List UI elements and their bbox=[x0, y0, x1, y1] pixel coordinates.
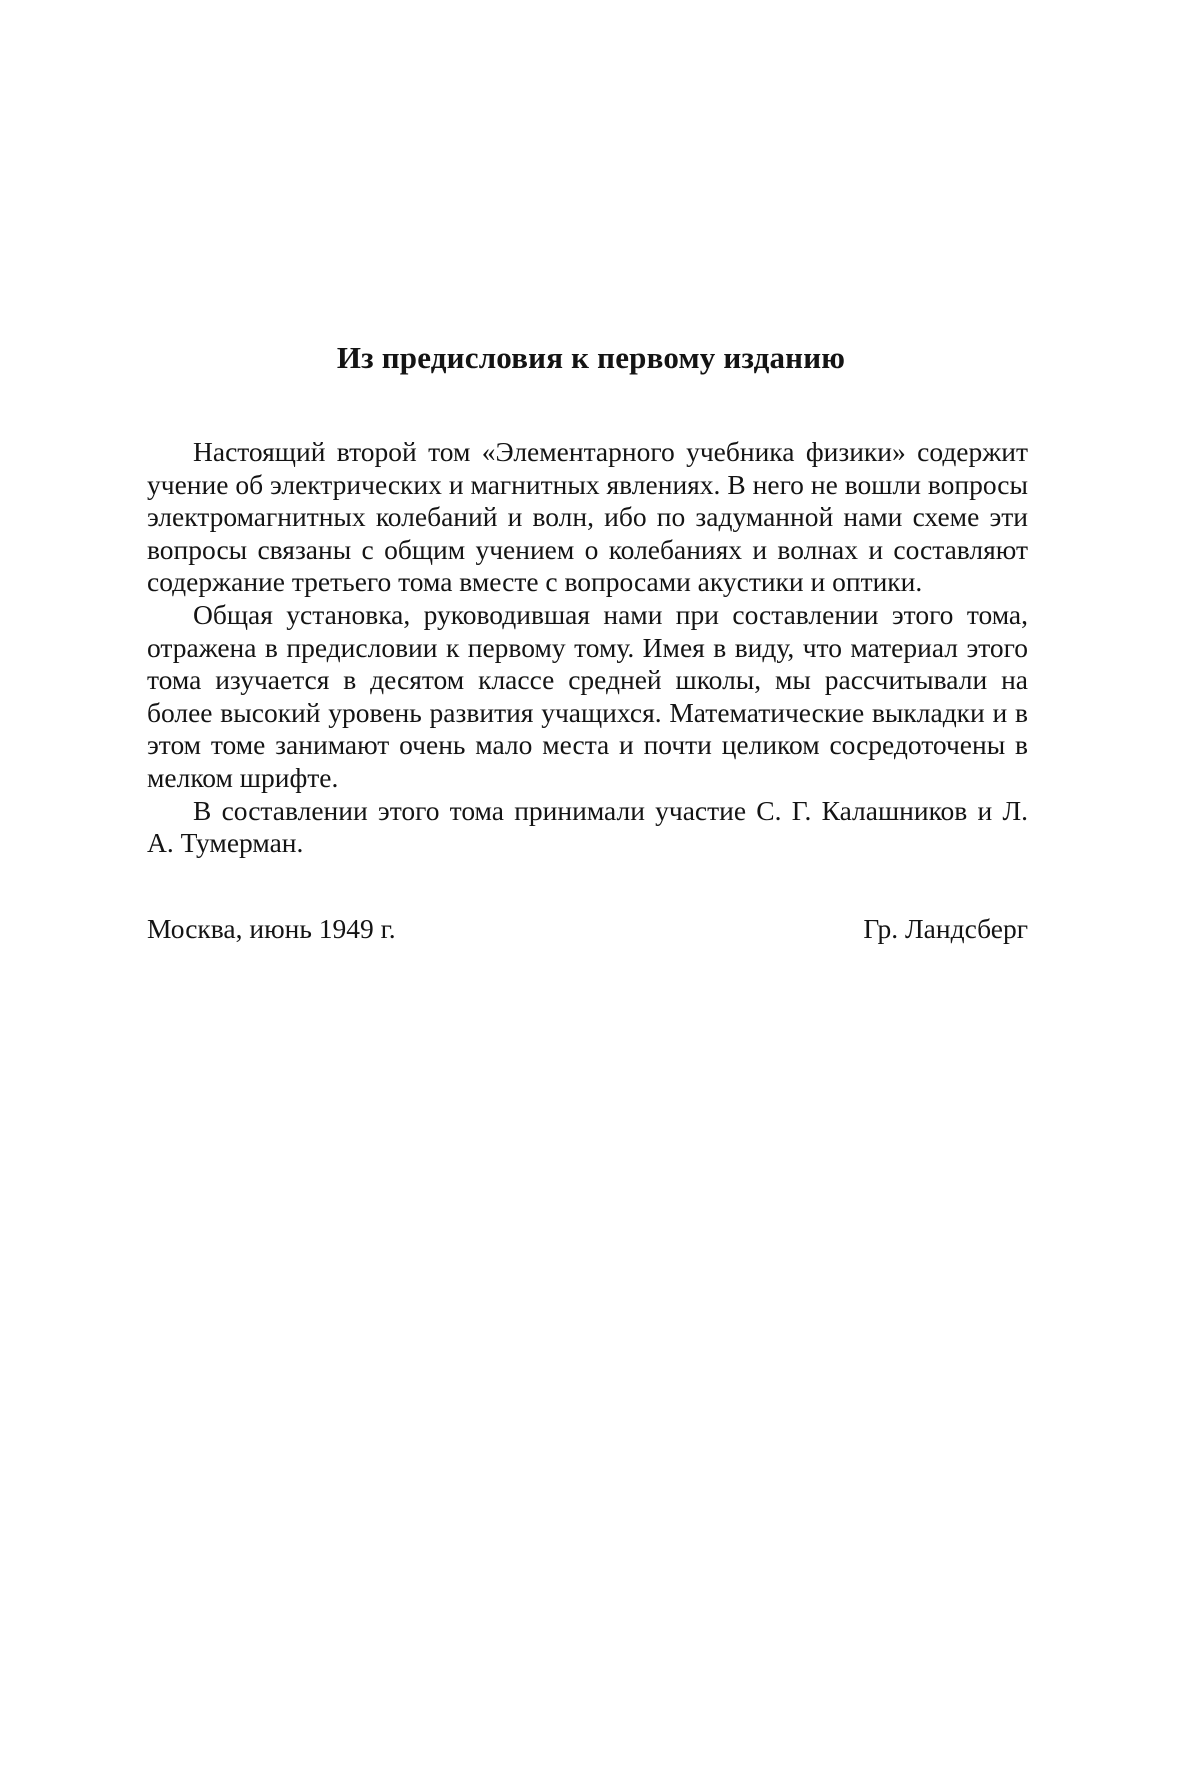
page-title: Из предисловия к первому изданию bbox=[336, 340, 846, 375]
author-name: Гр. Ландсберг bbox=[863, 913, 1028, 944]
paragraph-1: Настоящий второй том «Элементарного учебника физики» содержит учение об электрических и магнитных явлениях. В него не вошли вопросы электромагнитных колебаний и волн, ибо по задуманной нами схеме эти вопросы связаны с общим учением о колебаниях и волнах и составляют содержание третьего тома вместе с вопросами акустики и оптики. bbox=[147, 436, 1028, 598]
paragraph-2: Общая установка, руководившая нами при составлении этого тома, отражена в предисловии к первому тому. Имея в виду, что материал этого тома изучается в десятом классе средней школы, мы рассчитывали на более высокий уровень развития учащихся. Математические выкладки и в этом томе занимают очень мало места и почти целиком сосредоточены в мелком шрифте. bbox=[147, 598, 1028, 793]
paragraph-3: В составлении этого тома принимали участие С. Г. Калашников и Л. А. Тумерман. bbox=[147, 794, 1028, 859]
place-date: Москва, июнь 1949 г. bbox=[147, 913, 396, 944]
preface-body bbox=[147, 436, 1028, 860]
signature-line bbox=[147, 913, 1028, 945]
